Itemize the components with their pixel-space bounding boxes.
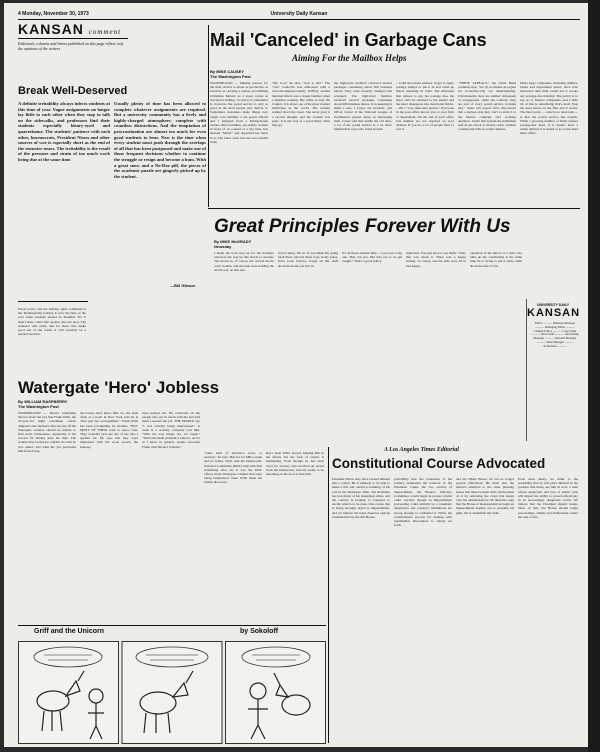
garbage-col-6: Many large companies, including utilities, banks and department stores, have now instructed their mail rooms not to accept any postage-due material. The policy is to say no to finance companies, and a little bit of this is subsidizing that's mail. Stop the dead letters on the files and it works. The final point — which not dead talk — is that the postal service has trouble. When a growing number of firms refuses postage-due mail, if it doesn't have a return address it is slated to go to the dead letter office. <box>520 81 578 136</box>
masthead-name: KANSAN comment <box>18 21 122 37</box>
subhead-garbage: Aiming For the Mailbox Helps <box>292 53 407 63</box>
masthead-rule <box>18 38 128 39</box>
cartoon-strip <box>18 641 326 745</box>
cartoon-title: Griff and the Unicorn <box>34 628 104 635</box>
speech-bubble-2 <box>136 647 208 667</box>
forever-col-5: ourselves at the mercy of a man who talks up the constitution at the same time he is trying to put it aside, talks about the rule of law. <box>470 251 522 268</box>
watergate-col-3: been passed out. He contacted all the people who got in touch with me and told them I needed the job. THE PEOPLE say "I was actually being interviewed." A clerk at a security company told him, "With the way things are, it's tough." "That's the main problem, I believe. As far as I know in general, people associate Frank with Nixon's troubles." <box>142 411 200 449</box>
cartoon-credit: by Sokoloff <box>240 628 279 635</box>
staff-box-name: KANSAN <box>527 307 581 319</box>
break-signature: —Bill Gibson <box>170 283 196 288</box>
newspaper-page <box>4 3 588 747</box>
staff-box <box>526 299 579 441</box>
headline-break: Break Well-Deserved <box>18 85 128 97</box>
garbage-col-4: —Until the robust address, forget to apply postage stamps or put it in and come up letters requiring 10 cents. The addresses that refuses to pay the postage due, the letter can't be returned to the sender and the letter disappears into dead letter limbo. —Be a "very important person." Everyone in the post office knows you or your firm or department. On the end of your office box number are not required on your address. If you do, a lot of people have to sort it. <box>396 81 454 132</box>
masthead <box>18 21 128 51</box>
course-col-2: probability that the consensus of the country demanded the removal of the President. Under the two articles of impeachment, the House's Judiciary Committee would begin in proper, lawful order. Second, though an impeachment proceeding could initially be a traumatic experience, the country's institutions are strong enough to withstand it. Third, the constitutional process for dealing with presidential misconduct is clearly set forth. <box>394 477 452 528</box>
garbage-col-3: the high-level mailbox retrieved several packages containing about 500 business letters. They were properly stamped and wrapped. The high-level mailbox retrieved several packages containing about 600 business letters. Is in keeping in mind a pen, I forgot the incident, and Oliver Carter of the National League of Postmasters passed along an interesting item. Carter said that unlike the old days, a lot of the postal service is a lot more helpful than cops who stand around. <box>334 81 392 132</box>
course-col-3: and the White House, he can no longer govern effectively. He must turn the nation's attention to the other pressing issues that must be dealt with, and he must do it by removing the cloud that hangs over his administration. We therefore urge that the House of Representatives begin an impeachment inquiry, not to presume his guilt, but to determine the truth. <box>456 477 514 515</box>
headline-forever: Great Principles Forever With Us <box>214 216 511 237</box>
kicker-course: A Los Angeles Times Editorial <box>384 447 459 453</box>
watergate-intro-col: Fiscal policy and the holiday spirit combined in the Thanksgiving holiday is now the time of the year when students should be thankful. For it hasn't been a hard life: people who are poor. The semester will come, and for those who make good use of the break, it will certainly be a needed vacation. <box>18 307 86 337</box>
forever-col-2: forced lying. Oh so. If you think I'm going back there and tell those boys in my jokes. Now, look, fellows, forget all this stuff about the hotel you live in. <box>278 251 338 268</box>
forever-col-1: I made the bold stop up for the holidays wherever the way up this movie or another. The movie is, of course, the current movie court trouble, and the kids were battling me all the way on this one. <box>214 251 274 272</box>
watergate-col-1: WASHINGTON — There's something thrown about the fact that Frank Wills, the 25-year-old night watchman whose diligence and alertness blew the lid off the Watergate scandal, should be unable to find work. Joblessness, apparently, is his reward for having done his duty. The trouble may be that he couldn't do what he was asked, and what his job prevented him from doing. <box>18 411 76 453</box>
course-col-1: President Nixon may have backed himself into a corner. He is unlikely to be able to make a full and candid accounting of his role in the Watergate affair. The President has lost many of his staunchest allies, and the country is looking to Congress to decide what is to be done. One course that is being strongly urged is impeachment, and we believe the issue deserves serious consideration by the full House. <box>332 477 390 519</box>
headline-garbage: Mail 'Canceled' in Garbage Cans <box>210 30 487 50</box>
course-col-4: Even more likely, we think, is the possibility that he will place himself in the position that many see him in now: a man whose suspicions and loss of public trust will impair his ability to govern effectively in an increasingly dangerous world. We believe that the President should resign. Short of that, the House should begin proceedings, calmly and deliberately, under the rule of law. <box>518 477 578 519</box>
headline-watergate: Watergate 'Hero' Jobless <box>18 378 220 397</box>
speech-bubble-1 <box>34 647 102 667</box>
headline-course: Constitutional Course Advocated <box>332 456 546 471</box>
masthead-note: Editorials, columns and letters published on this page reflect only the opinions of the writers. <box>18 41 124 51</box>
watergate-col-2: the bosses don't know him. So, the desk clerk at a hotel in New York said he is "nice guy but overqualified." Frank Wills has been job-hunting for months. "BUT MOST OF THEM want to know why. They wouldn't give me any of the jobs I applied for. He says that they were impressed with his work record, the honesty. <box>80 411 138 449</box>
header-rule <box>18 19 580 20</box>
break-col-1: A definite irritability always infects students at this time of year. Vague assignments no longer lay little to each other when they stop to talk on the sidewalks, and professors find their students especially bleary-eyed and quarrelsome. The students' patience with each other, bureaucrats, President Nixon and other sources of woe is especially short as the end of the semester nears. The irritability is the result of the pressure and strain of too much work being due at the same time. <box>18 101 110 162</box>
garbage-col-1: WASHINGTON — Making reserve for the mail service is about as productive as exercise as carrying a banner proclaiming Christmas Mexico as a street corner in downtown Peking. So bad is it sometimes is, however, the postal service is only as good as the mail people who deliver it. Sometimes customers make things very tough. Last summer, a tax postal official and I emerged from a Pennsylvania avenue office building. An elderly woman in front of us paused at a big blue box marked "MAIL" and deposited her letter in it. The letter went into the box labeled trash. <box>210 81 268 144</box>
byline-watergate: By WILLIAM RASPBERRY The Washington Post <box>18 399 68 409</box>
break-col-2: Usually plenty of time has been allowed to complete whatever assignments are required. But a university community has a lively and highly-charged atmosphere, complete with countless distractions. And the temptation of procrastination are almost too much for even good students to bear. Now is the time when every student must push through the overlaps of all that has been postponed and make one of those frequent decisions whether to continue the struggle or resign and become a bum. With a great snow and a No-Doz pill, the pieces of the academic puzzle are gingerly picked up by the student. <box>114 101 206 179</box>
speech-bubble-3 <box>242 647 310 667</box>
rule-horizontal-1 <box>208 208 580 209</box>
rule-vertical-2 <box>328 447 329 743</box>
forever-col-3: It's all these another time—"you wear a big one. That can you. But let's not to do get caught." That's a good policy. <box>342 251 402 264</box>
staff-box-list: Editor ............ Business Manager ............ Managing Editor ............ Campus Editor ............ Copy Chief ............ News Staff ............ Advertising Manager ............ National Manager ............ Sales Manager ............ Production ............ <box>531 322 579 348</box>
staff-box-sub: UNIVERSITY DAILY <box>536 303 570 307</box>
masthead-subname: comment <box>88 28 122 36</box>
page-edge-shadow <box>588 0 600 752</box>
page-header-date: 4 Monday, November 30, 1973 <box>18 11 89 17</box>
page-header <box>18 9 580 19</box>
page-header-paper: University Daily Kansan <box>270 11 328 17</box>
garbage-col-2: "My God," he said, "look at that." The "Use" trash-bin was embossed with a wise-the-shaped-roundly stuffing around hundred letters was a dozen bundles when a mailbox reading. His office is near the Capitol. It is about one of the most tracked mailboxes in the world. The woman walked down the street. She never gave it a second thought, and the woman was gone. It is the way of a good many when they go. <box>272 81 330 128</box>
byline-garbage: By MIKE CAUSEY The Washington Post <box>210 69 251 79</box>
rule-horizontal-2 <box>18 301 88 302</box>
rule-horizontal-3 <box>18 625 326 626</box>
forever-col-4: right here. You just have to see them." Well, that was about it. There was a happy ending, of course, and the kids were all in bed happy. <box>406 251 466 268</box>
garbage-col-5: "THESE APPEALS," the Santa Bend postman says, "are by no means an urgent for economic-only our understanding. Unfortunately they are neither infrequent or exaggerated. Quite the contrary, they are part of every postal service working day." Some bill payers have discovered that a zipless strip they can't to stick it to the finance company isn't working anymore. Under that system the individual sent in his check or money order, without a stamp and with no return address. <box>458 81 516 132</box>
watergate-col-4: "some kind of attractive work, or security," he says. But not for $80-a-week and no future. Well, said the Democratic National Committee (DNC) help him find something after all, it was the DNC offices in the Watergate complex that were being burglarized when Wills made his fateful discovery. <box>204 451 262 485</box>
byline-forever: By MIKE McGRADY Newsday <box>214 239 252 249</box>
watergate-col-5: Ray's been Wills' lawyer, helping him in his efforts but the lack of results is maddening. Even though he has been cited for bravery and received an award from the Democrats, nobody seems to be knocking on his door to hire him. <box>266 451 324 477</box>
rule-vertical-1 <box>208 25 209 207</box>
